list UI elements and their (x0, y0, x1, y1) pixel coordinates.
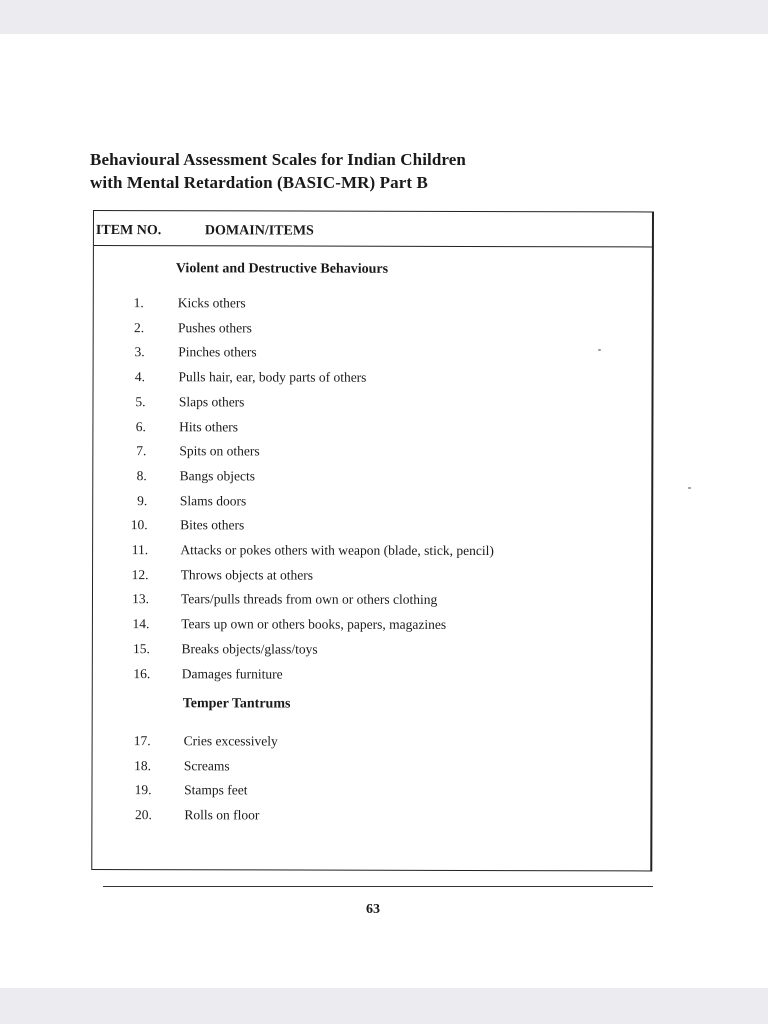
item-text: Rolls on floor (184, 806, 260, 822)
title-line-2: with Mental Retardation (BASIC-MR) Part B (90, 173, 428, 192)
item-number: 10. (130, 517, 148, 533)
item-number: 18. (134, 757, 152, 773)
table-row (93, 419, 651, 442)
item-text: Cries excessively (183, 733, 278, 749)
item-text: Damages furniture (181, 665, 283, 681)
item-text: Bangs objects (179, 468, 256, 484)
table-row (93, 517, 651, 540)
item-number: 7. (136, 443, 147, 459)
table-row (93, 443, 651, 466)
table-header (94, 211, 652, 247)
document-page (0, 34, 768, 988)
item-number: 8. (136, 468, 147, 484)
item-text: Pushes others (178, 319, 252, 336)
item-text: Hits others (179, 418, 238, 434)
table-row (93, 567, 651, 590)
section-heading-violent: Violent and Destructive Behaviours (175, 261, 389, 277)
item-number: 13. (132, 591, 150, 607)
table-row (94, 344, 652, 367)
item-text: Attacks or pokes others with weapon (blade, stick, pencil) (180, 542, 494, 559)
item-number: 11. (131, 542, 149, 558)
document-title (90, 148, 466, 194)
item-number: 9. (137, 492, 148, 508)
item-text: Screams (183, 757, 230, 773)
item-text: Throws objects at others (180, 566, 314, 583)
item-number: 17. (133, 733, 151, 749)
item-text: Breaks objects/glass/toys (181, 641, 318, 657)
table-row (93, 616, 651, 639)
item-number: 6. (135, 418, 146, 434)
table-row (94, 320, 652, 343)
item-number: 5. (135, 393, 146, 409)
item-text: Pinches others (178, 344, 257, 360)
item-text: Kicks others (177, 295, 246, 311)
item-number: 19. (134, 782, 152, 798)
table-row (93, 542, 651, 565)
table-row (93, 733, 651, 756)
table-row (93, 493, 651, 516)
column-header-item-no: ITEM NO. (95, 223, 162, 239)
scan-speck (598, 349, 601, 351)
table-row (94, 295, 652, 318)
table-row (93, 758, 651, 781)
item-text: Bites others (180, 517, 245, 533)
section-heading-tantrums: Temper Tantrums (182, 696, 291, 712)
table-row (93, 666, 651, 689)
scan-speck (688, 487, 691, 489)
item-text: Tears/pulls threads from own or others clothing (180, 591, 438, 608)
footer-rule (103, 886, 653, 887)
item-number: 2. (134, 319, 145, 335)
page-number: 63 (366, 902, 380, 917)
table-row (94, 369, 652, 392)
table-row (92, 807, 650, 830)
table-row (93, 468, 651, 491)
items-table (91, 210, 654, 871)
table-row (93, 641, 651, 664)
item-text: Stamps feet (184, 782, 248, 798)
item-text: Slaps others (178, 394, 245, 410)
item-number: 4. (134, 369, 146, 385)
item-number: 3. (134, 344, 145, 360)
table-row (92, 782, 650, 805)
item-text: Slams doors (179, 492, 247, 508)
item-text: Tears up own or others books, papers, magazines (181, 616, 447, 633)
item-number: 14. (132, 616, 150, 632)
item-number: 20. (135, 806, 152, 822)
item-text: Spits on others (179, 443, 260, 459)
item-number: 16. (133, 665, 151, 681)
column-header-domain: DOMAIN/ITEMS (204, 223, 314, 239)
item-number: 15. (132, 640, 150, 656)
item-text: Pulls hair, ear, body parts of others (178, 369, 367, 385)
item-number: 1. (133, 295, 144, 311)
table-row (93, 591, 651, 614)
title-line-1: Behavioural Assessment Scales for Indian Children (90, 150, 466, 169)
item-number: 12. (131, 566, 149, 582)
table-row (93, 394, 651, 417)
